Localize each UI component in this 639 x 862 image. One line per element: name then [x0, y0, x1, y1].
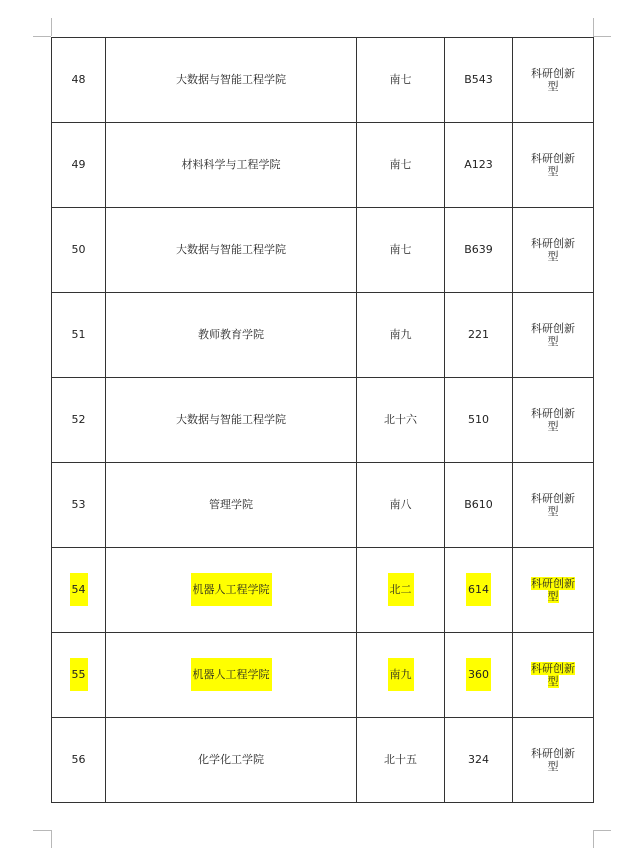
- lab-type-line2: 型: [547, 420, 559, 433]
- room-number-cell: [445, 293, 513, 378]
- college-name: 大数据与智能工程学院: [176, 243, 286, 257]
- building-name: 南八: [389, 498, 412, 512]
- building-name: 北二: [388, 573, 414, 606]
- lab-type-line2: 型: [547, 760, 559, 773]
- building-name-cell: [357, 38, 445, 123]
- building-name-cell: [357, 208, 445, 293]
- college-room-table: [51, 37, 594, 803]
- table-row: [52, 123, 594, 208]
- row-number: 55: [70, 658, 88, 691]
- lab-type-cell: [513, 718, 594, 803]
- row-number-cell: [52, 718, 106, 803]
- row-number-cell: [52, 548, 106, 633]
- building-name: 南七: [389, 243, 412, 257]
- crop-mark-bottom-right-h: [593, 830, 611, 831]
- lab-type-cell: [513, 378, 594, 463]
- college-name-cell: [106, 293, 357, 378]
- building-name-cell: [357, 548, 445, 633]
- college-name-cell: [106, 378, 357, 463]
- room-number: 360: [466, 658, 491, 691]
- lab-type-cell: [513, 293, 594, 378]
- building-name: 南九: [388, 658, 414, 691]
- lab-type-line1: 科研创新: [531, 661, 575, 675]
- crop-mark-bottom-left-v: [51, 830, 52, 848]
- row-number: 49: [71, 158, 86, 172]
- building-name-cell: [357, 463, 445, 548]
- room-number: 614: [466, 573, 491, 606]
- row-number: 54: [70, 573, 88, 606]
- table-row: [52, 378, 594, 463]
- college-name-cell: [106, 548, 357, 633]
- college-name-cell: [106, 633, 357, 718]
- building-name-cell: [357, 633, 445, 718]
- table-row: [52, 718, 594, 803]
- lab-type-line2: 型: [547, 590, 559, 603]
- row-number-cell: [52, 378, 106, 463]
- lab-type-line1: 科研创新: [531, 321, 575, 335]
- lab-type-cell: [513, 123, 594, 208]
- building-name: 北十六: [384, 413, 417, 427]
- lab-type-line2: 型: [547, 80, 559, 93]
- college-name: 大数据与智能工程学院: [176, 413, 286, 427]
- room-number: 324: [468, 753, 489, 767]
- room-number-cell: [445, 548, 513, 633]
- college-name-cell: [106, 463, 357, 548]
- room-number: 510: [468, 413, 489, 427]
- lab-type-line2: 型: [547, 165, 559, 178]
- lab-type-cell: [513, 463, 594, 548]
- building-name-cell: [357, 718, 445, 803]
- room-number-cell: [445, 123, 513, 208]
- lab-type-line1: 科研创新: [531, 576, 575, 590]
- college-name: 机器人工程学院: [191, 658, 272, 691]
- lab-type-line1: 科研创新: [531, 746, 575, 760]
- table-row: [52, 293, 594, 378]
- room-number: B610: [464, 498, 493, 512]
- table-row: [52, 208, 594, 293]
- row-number-cell: [52, 463, 106, 548]
- building-name: 北十五: [384, 753, 417, 767]
- crop-mark-top-right-h: [593, 36, 611, 37]
- table-row: [52, 633, 594, 718]
- college-name-cell: [106, 123, 357, 208]
- crop-mark-bottom-right-v: [593, 830, 594, 848]
- college-name-cell: [106, 38, 357, 123]
- row-number-cell: [52, 38, 106, 123]
- building-name: 南七: [389, 158, 412, 172]
- college-name: 机器人工程学院: [191, 573, 272, 606]
- lab-type-cell: [513, 633, 594, 718]
- lab-type-line2: 型: [547, 505, 559, 518]
- lab-type-line1: 科研创新: [531, 236, 575, 250]
- row-number-cell: [52, 293, 106, 378]
- college-name: 化学化工学院: [198, 753, 264, 767]
- building-name-cell: [357, 123, 445, 208]
- college-name: 大数据与智能工程学院: [176, 73, 286, 87]
- row-number-cell: [52, 633, 106, 718]
- table-row: [52, 548, 594, 633]
- crop-mark-top-left-h: [33, 36, 51, 37]
- college-name-cell: [106, 208, 357, 293]
- table-body: [52, 38, 594, 803]
- room-number-cell: [445, 378, 513, 463]
- lab-type-cell: [513, 548, 594, 633]
- row-number: 53: [71, 498, 86, 512]
- room-number-cell: [445, 38, 513, 123]
- college-name: 管理学院: [209, 498, 253, 512]
- room-number-cell: [445, 208, 513, 293]
- crop-mark-top-left-v: [51, 18, 52, 36]
- building-name-cell: [357, 378, 445, 463]
- college-name: 教师教育学院: [198, 328, 264, 342]
- row-number-cell: [52, 208, 106, 293]
- lab-type-line1: 科研创新: [531, 406, 575, 420]
- row-number: 51: [71, 328, 86, 342]
- building-name: 南七: [389, 73, 412, 87]
- lab-type-line1: 科研创新: [531, 491, 575, 505]
- row-number: 50: [71, 243, 86, 257]
- room-number: 221: [468, 328, 489, 342]
- lab-type-line1: 科研创新: [531, 151, 575, 165]
- row-number: 56: [71, 753, 86, 767]
- row-number-cell: [52, 123, 106, 208]
- crop-mark-top-right-v: [593, 18, 594, 36]
- lab-type-line2: 型: [547, 335, 559, 348]
- room-number: A123: [464, 158, 493, 172]
- crop-mark-bottom-left-h: [33, 830, 51, 831]
- room-number: B543: [464, 73, 493, 87]
- lab-type-line2: 型: [547, 250, 559, 263]
- table-row: [52, 38, 594, 123]
- lab-type-cell: [513, 208, 594, 293]
- room-number: B639: [464, 243, 493, 257]
- building-name-cell: [357, 293, 445, 378]
- lab-type-line2: 型: [547, 675, 559, 688]
- row-number: 52: [71, 413, 86, 427]
- room-number-cell: [445, 633, 513, 718]
- lab-type-cell: [513, 38, 594, 123]
- room-number-cell: [445, 718, 513, 803]
- table-row: [52, 463, 594, 548]
- row-number: 48: [71, 73, 86, 87]
- college-name: 材料科学与工程学院: [181, 158, 281, 172]
- lab-type-line1: 科研创新: [531, 66, 575, 80]
- building-name: 南九: [389, 328, 412, 342]
- room-number-cell: [445, 463, 513, 548]
- college-name-cell: [106, 718, 357, 803]
